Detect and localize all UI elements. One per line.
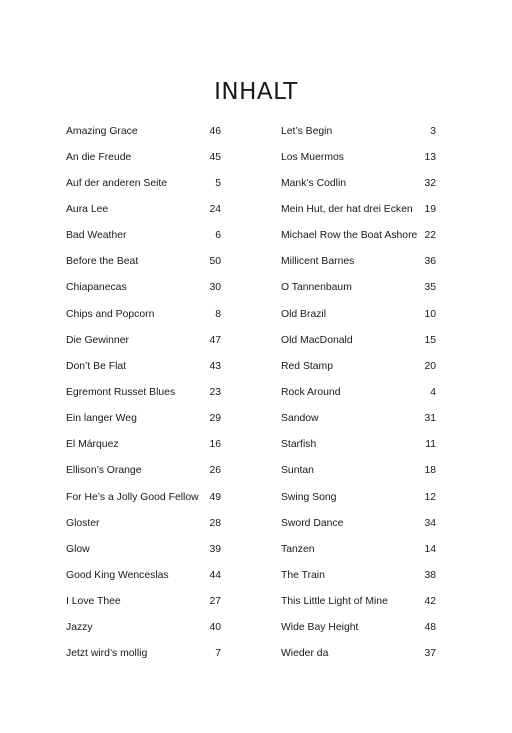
toc-entry-title: Wide Bay Height: [281, 622, 359, 634]
toc-entry-title: Mank’s Codlin: [281, 177, 347, 189]
toc-entry-title: Sword Dance: [281, 517, 344, 529]
toc-entry-page-number: 24: [209, 203, 221, 215]
toc-entry: [66, 510, 221, 536]
toc-entry-page-number: 10: [424, 308, 436, 320]
toc-entry-page-number: 3: [430, 125, 436, 137]
toc-entry-page-number: 34: [424, 517, 436, 529]
toc-entry-page-number: 40: [209, 622, 221, 634]
toc-entry-title: Old MacDonald: [281, 334, 353, 346]
toc-entry-page-number: 42: [424, 596, 436, 608]
toc-entry-page-number: 22: [424, 230, 436, 242]
toc-entry-page-number: 31: [424, 413, 436, 425]
toc-entry-title: Old Brazil: [281, 308, 327, 320]
toc-entry-title: Ellison’s Orange: [66, 465, 142, 477]
toc-entry-title: Bad Weather: [66, 230, 127, 242]
toc-entry-page-number: 47: [209, 334, 221, 346]
toc-entry-page-number: 36: [424, 256, 436, 268]
toc-entry-page-number: 18: [424, 465, 436, 477]
toc-entry-title: Don’t Be Flat: [66, 360, 127, 372]
toc-entry-page-number: 49: [209, 491, 221, 503]
toc-entry: [281, 118, 436, 144]
toc-entry-title: Tanzen: [281, 543, 315, 555]
toc-entry: [66, 249, 221, 275]
toc-entry-page-number: 27: [209, 596, 221, 608]
toc-entry-title: Starfish: [281, 439, 317, 451]
toc-entry: [281, 589, 436, 615]
toc-entry: [66, 562, 221, 588]
toc-entry: [281, 641, 436, 667]
page-title: INHALT: [214, 79, 298, 106]
toc-entry-title: Mein Hut, der hat drei Ecken: [281, 203, 413, 215]
toc-entry: [66, 432, 221, 458]
toc-entry-page-number: 7: [215, 648, 221, 660]
toc-entry: [281, 458, 436, 484]
toc-entry-title: Jetzt wird’s mollig: [66, 648, 148, 660]
toc-entry: [66, 223, 221, 249]
toc-entry: [66, 327, 221, 353]
toc-entry-page-number: 39: [209, 543, 221, 555]
toc-entry: [281, 510, 436, 536]
toc-entry-page-number: 38: [424, 569, 436, 581]
toc-entry-title: Swing Song: [281, 491, 337, 503]
toc-right-column: [281, 118, 436, 667]
toc-entry-title: Rock Around: [281, 386, 341, 398]
toc-entry-title: Egremont Russet Blues: [66, 386, 176, 398]
toc-entry: [66, 406, 221, 432]
toc-entry: [281, 406, 436, 432]
toc-entry: [281, 484, 436, 510]
toc-entry: [66, 458, 221, 484]
toc-entry-page-number: 26: [209, 465, 221, 477]
toc-entry-page-number: 43: [209, 360, 221, 372]
toc-entry-title: This Little Light of Mine: [281, 596, 388, 608]
toc-entry-page-number: 28: [209, 517, 221, 529]
toc-entry-title: Millicent Barnes: [281, 256, 355, 268]
toc-entry: [66, 536, 221, 562]
toc-entry: [281, 275, 436, 301]
toc-entry-title: O Tannenbaum: [281, 282, 352, 294]
toc-entry: [66, 170, 221, 196]
toc-entry-title: An die Freude: [66, 151, 132, 163]
toc-entry: [281, 196, 436, 222]
toc-entry: [281, 536, 436, 562]
toc-entry-title: Wieder da: [281, 648, 329, 660]
toc-entry: [281, 379, 436, 405]
toc-entry-page-number: 44: [209, 569, 221, 581]
toc-entry-title: Gloster: [66, 517, 100, 529]
toc-entry-title: Sandow: [281, 413, 319, 425]
toc-entry: [66, 301, 221, 327]
toc-entry-page-number: 4: [430, 386, 436, 398]
toc-entry-title: Chiapanecas: [66, 282, 127, 294]
toc-entry-title: Let’s Begin: [281, 125, 333, 137]
toc-entry-title: I Love Thee: [66, 596, 121, 608]
toc-entry-title: Red Stamp: [281, 360, 333, 372]
toc-entry-page-number: 45: [209, 151, 221, 163]
toc-entry-page-number: 50: [209, 256, 221, 268]
toc-entry: [281, 170, 436, 196]
toc-entry-page-number: 15: [424, 334, 436, 346]
toc-entry-page-number: 46: [209, 125, 221, 137]
toc-entry-page-number: 32: [424, 177, 436, 189]
toc-entry-title: Amazing Grace: [66, 125, 138, 137]
toc-entry-title: Suntan: [281, 465, 314, 477]
toc-entry-page-number: 11: [425, 439, 436, 451]
toc-entry-page-number: 19: [424, 203, 436, 215]
toc-entry: [281, 615, 436, 641]
toc-entry: [66, 353, 221, 379]
toc-entry: [66, 118, 221, 144]
toc-entry: [66, 484, 221, 510]
toc-entry: [281, 432, 436, 458]
toc-entry-title: El Márquez: [66, 439, 119, 451]
toc-entry-title: Die Gewinner: [66, 334, 129, 346]
toc-entry: [66, 379, 221, 405]
toc-entry-page-number: 20: [424, 360, 436, 372]
toc-entry: [66, 275, 221, 301]
toc-entry-page-number: 14: [424, 543, 436, 555]
toc-entry-title: Michael Row the Boat Ashore: [281, 230, 418, 242]
toc-entry-title: For He’s a Jolly Good Fellow: [66, 491, 199, 503]
toc-entry-title: Jazzy: [66, 622, 93, 634]
toc-entry-page-number: 30: [209, 282, 221, 294]
toc-entry: [66, 196, 221, 222]
toc-entry-title: Los Muermos: [281, 151, 344, 163]
toc-entry-page-number: 5: [215, 177, 221, 189]
toc-entry-page-number: 16: [209, 439, 221, 451]
toc-entry-page-number: 35: [424, 282, 436, 294]
toc-entry: [66, 615, 221, 641]
toc-entry-page-number: 48: [424, 622, 436, 634]
toc-entry-title: Glow: [66, 543, 90, 555]
toc-entry-title: Aura Lee: [66, 203, 109, 215]
toc-entry: [281, 223, 436, 249]
toc-entry: [281, 327, 436, 353]
toc-entry-title: Chips and Popcorn: [66, 308, 155, 320]
toc-entry-page-number: 8: [215, 308, 221, 320]
toc-entry-page-number: 6: [215, 230, 221, 242]
toc-entry-page-number: 12: [424, 491, 436, 503]
toc-entry: [281, 249, 436, 275]
toc-left-column: [66, 118, 221, 667]
toc-entry: [281, 562, 436, 588]
toc-entry-title: The Train: [281, 569, 325, 581]
toc-entry-title: Good King Wenceslas: [66, 569, 169, 581]
toc-entry-page-number: 23: [209, 386, 221, 398]
toc-entry: [66, 144, 221, 170]
toc-entry-page-number: 29: [209, 413, 221, 425]
toc-entry: [281, 301, 436, 327]
toc-entry-page-number: 37: [424, 648, 436, 660]
toc-entry-page-number: 13: [424, 151, 436, 163]
toc-entry-title: Ein langer Weg: [66, 413, 137, 425]
toc-entry: [66, 589, 221, 615]
toc-entry-title: Auf der anderen Seite: [66, 177, 168, 189]
toc-entry: [281, 353, 436, 379]
toc-entry: [281, 144, 436, 170]
toc-entry-title: Before the Beat: [66, 256, 139, 268]
toc-entry: [66, 641, 221, 667]
